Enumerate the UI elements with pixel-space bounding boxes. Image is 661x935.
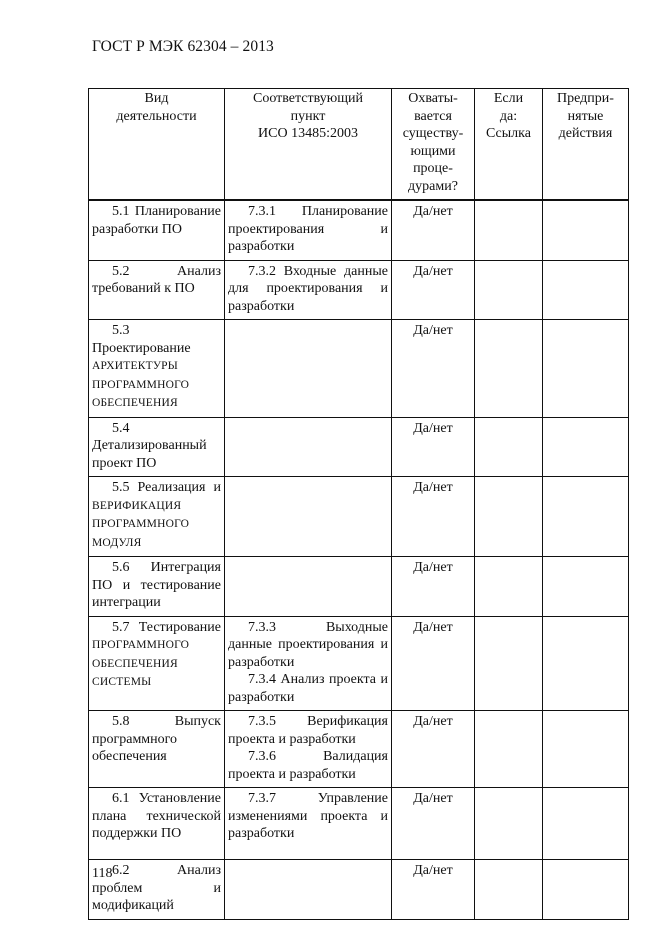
covered-cell: Да/нет (392, 616, 475, 711)
document-header: ГОСТ Р МЭК 62304 – 2013 (92, 38, 274, 55)
actions-cell (543, 557, 629, 617)
activity-label: 5.3 Проектирование (92, 323, 191, 356)
iso-clause-cell (225, 860, 392, 920)
iso-clause-text: 7.3.2 Входные данные для проектирования и разработки (228, 263, 388, 314)
table-row (89, 260, 629, 320)
reference-cell (475, 200, 543, 260)
actions-cell (543, 417, 629, 477)
activity-cell (89, 788, 225, 860)
activity-label: 6.2 Анализ проблем и модификаций (92, 863, 221, 913)
reference-cell (475, 711, 543, 788)
actions-cell (543, 477, 629, 557)
iso-clause-cell (225, 200, 392, 260)
page-number: 118 (92, 866, 113, 881)
actions-cell (543, 260, 629, 320)
actions-cell (543, 860, 629, 920)
activity-label: 5.2 Анализ требований к ПО (92, 263, 221, 296)
covered-cell: Да/нет (392, 477, 475, 557)
activity-label: 5.6 Интеграция ПО и тестирование интеграции (92, 560, 221, 610)
table-row (89, 616, 629, 711)
iso-clause-cell (225, 477, 392, 557)
header-reference: Если да: Ссылка (475, 89, 543, 201)
table-row (89, 860, 629, 920)
reference-cell (475, 417, 543, 477)
actions-cell (543, 711, 629, 788)
table-row (89, 788, 629, 860)
activity-label: 5.5 Реализация и (112, 480, 221, 495)
reference-cell (475, 477, 543, 557)
activity-cell (89, 557, 225, 617)
iso-clause-text: 7.3.7 Управление изменениями проекта и разработки (228, 791, 388, 841)
actions-cell (543, 200, 629, 260)
header-covered: Охваты- вается существу- ющими проце- дурами? (392, 89, 475, 201)
actions-cell (543, 320, 629, 418)
table-row (89, 711, 629, 788)
actions-cell (543, 616, 629, 711)
covered-cell: Да/нет (392, 860, 475, 920)
iso-clause-cell (225, 417, 392, 477)
table-row (89, 557, 629, 617)
activity-cell (89, 200, 225, 260)
activity-cell (89, 616, 225, 711)
activity-label: 5.8 Выпуск программного обеспечения (92, 714, 221, 764)
activity-label: 5.4 Детализированный проект ПО (92, 420, 207, 471)
activity-smallcaps-term: АРХИТЕКТУРЫ ПРОГРАММНОГО ОБЕСПЕЧЕНИЯ (92, 360, 190, 409)
activity-label: 6.1 Установление плана технической поддержки ПО (92, 791, 221, 841)
table-row (89, 477, 629, 557)
activity-smallcaps-term: ВЕРИФИКАЦИЯ ПРОГРАММНОГО МОДУЛЯ (92, 499, 190, 549)
covered-cell: Да/нет (392, 557, 475, 617)
activity-cell (89, 320, 225, 418)
activity-label: 5.1 Планирование разработки ПО (92, 204, 221, 237)
iso-clause-text: 7.3.1 Планирование проектирования и разработки (228, 204, 388, 254)
reference-cell (475, 788, 543, 860)
covered-cell: Да/нет (392, 200, 475, 260)
activity-table (88, 88, 629, 920)
iso-clause-cell (225, 557, 392, 617)
iso-clause-text: 7.3.6 Валидация проекта и разработки (228, 749, 388, 782)
activity-smallcaps-term: ПРОГРАММНОГО ОБЕСПЕЧЕНИЯ СИСТЕМЫ (92, 639, 190, 688)
covered-cell: Да/нет (392, 417, 475, 477)
iso-clause-text: 7.3.5 Верификация проекта и разработки (228, 714, 388, 747)
header-actions: Предпри- нятые действия (543, 89, 629, 201)
header-iso-clause: Соответствующий пункт ИСО 13485:2003 (225, 89, 392, 201)
iso-clause-cell (225, 616, 392, 711)
activity-cell (89, 711, 225, 788)
iso-clause-cell (225, 260, 392, 320)
table-row (89, 320, 629, 418)
actions-cell (543, 788, 629, 860)
table-header-row (89, 89, 629, 201)
activity-cell (89, 477, 225, 557)
covered-cell: Да/нет (392, 320, 475, 418)
activity-label: 5.7 Тестирование (112, 619, 221, 635)
reference-cell (475, 260, 543, 320)
reference-cell (475, 860, 543, 920)
reference-cell (475, 320, 543, 418)
activity-cell (89, 260, 225, 320)
iso-clause-cell (225, 711, 392, 788)
table-row (89, 200, 629, 260)
covered-cell: Да/нет (392, 788, 475, 860)
iso-clause-text: 7.3.4 Анализ проекта и разработки (228, 672, 388, 705)
reference-cell (475, 616, 543, 711)
covered-cell: Да/нет (392, 260, 475, 320)
iso-clause-text: 7.3.3 Выходные данные проектирования и разработки (228, 619, 388, 670)
iso-clause-cell (225, 320, 392, 418)
iso-clause-cell (225, 788, 392, 860)
header-activity: Вид деятельности (89, 89, 225, 201)
covered-cell: Да/нет (392, 711, 475, 788)
reference-cell (475, 557, 543, 617)
activity-cell (89, 417, 225, 477)
table-row (89, 417, 629, 477)
